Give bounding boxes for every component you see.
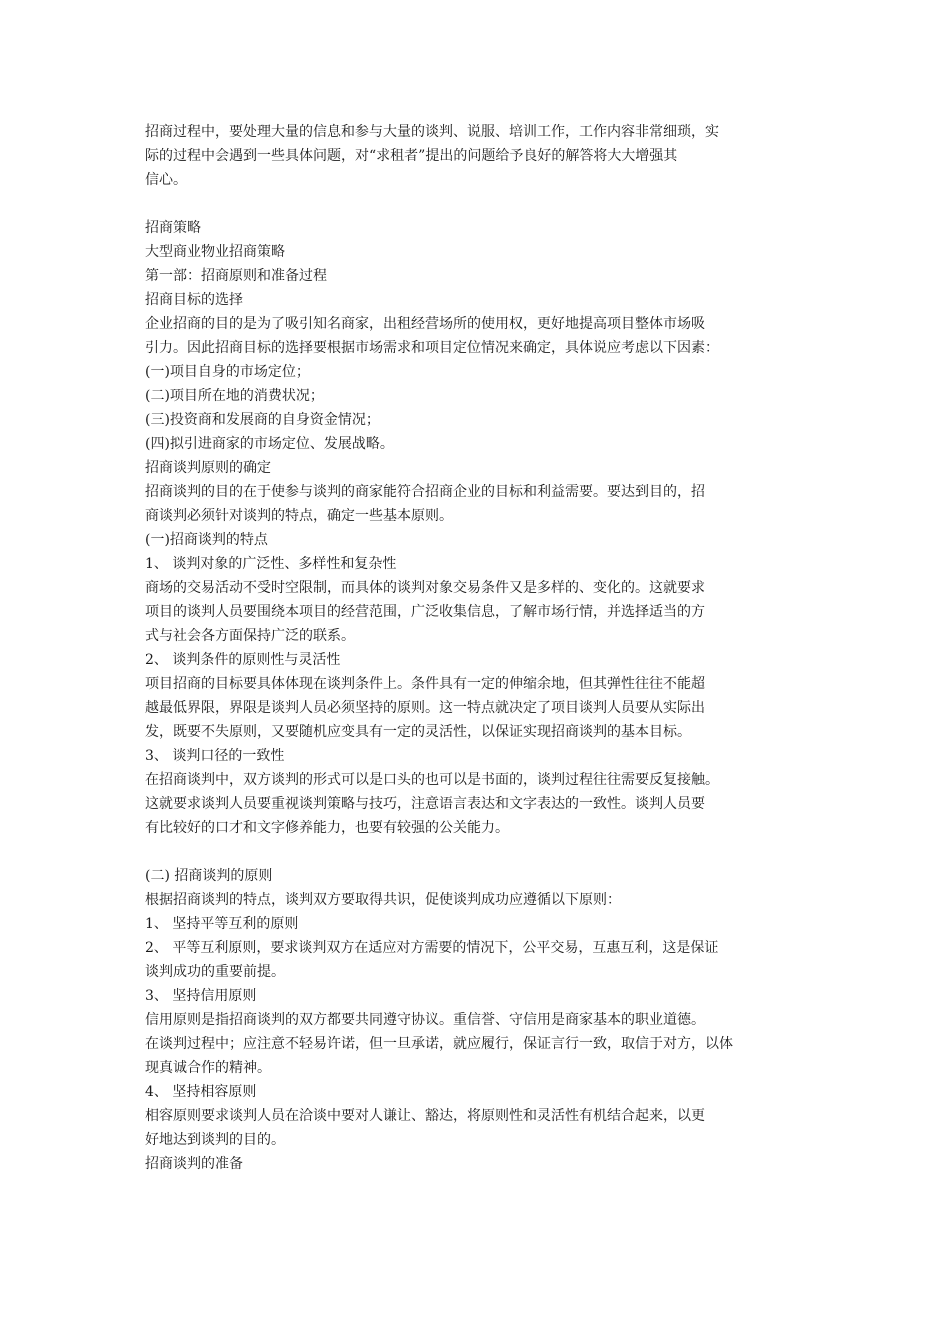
list-item: (四)拟引进商家的市场定位、发展战略。: [145, 436, 394, 452]
list-item: (二)项目所在地的消费状况；: [145, 388, 324, 404]
intro-paragraph: [145, 120, 815, 192]
numbered-item: 3、 坚持信用原则: [145, 988, 257, 1004]
text-line: 根据招商谈判的特点，谈判双方要取得共识，促使谈判成功应遵循以下原则：: [145, 892, 621, 908]
text-line: 招商过程中，要处理大量的信息和参与大量的谈判、说服、培训工作，工作内容非常细琐，实: [145, 124, 719, 140]
text-line: 发，既要不失原则，又要随机应变具有一定的灵活性，以保证实现招商谈判的基本目标。: [145, 724, 691, 740]
subsection-heading: (二) 招商谈判的原则: [145, 868, 273, 884]
text-line: 招商谈判的目的在于使参与谈判的商家能符合招商企业的目标和利益需要。要达到目的，招: [145, 484, 705, 500]
part-heading: 第一部：招商原则和准备过程: [145, 268, 327, 284]
topic-heading: 招商目标的选择: [145, 292, 243, 308]
text-line: 商谈判必须针对谈判的特点，确定一些基本原则。: [145, 508, 453, 524]
section-heading: 招商策略: [145, 220, 201, 236]
text-line: 际的过程中会遇到一些具体问题，对“求租者”提出的问题给予良好的解答将大大增强其: [145, 148, 678, 164]
section-subheading: 大型商业物业招商策略: [145, 244, 285, 260]
numbered-item: 1、 谈判对象的广泛性、多样性和复杂性: [145, 556, 397, 572]
numbered-item: 2、 平等互利原则，要求谈判双方在适应对方需要的情况下，公平交易，互惠互利，这是保证: [145, 940, 719, 956]
paragraph-gap: [145, 192, 815, 216]
text-line: 在谈判过程中；应注意不轻易许诺，但一旦承诺，就应履行，保证言行一致，取信于对方，以体: [145, 1036, 733, 1052]
text-line: 项目的谈判人员要围绕本项目的经营范围，广泛收集信息，了解市场行情，并选择适当的方: [145, 604, 705, 620]
text-line: 现真诚合作的精神。: [145, 1060, 271, 1076]
text-line: 信心。: [145, 172, 187, 188]
text-line: 在招商谈判中，双方谈判的形式可以是口头的也可以是书面的，谈判过程往往需要反复接触。: [145, 772, 719, 788]
text-line: 式与社会各方面保持广泛的联系。: [145, 628, 355, 644]
numbered-item: 4、 坚持相容原则: [145, 1084, 257, 1100]
numbered-item: 2、 谈判条件的原则性与灵活性: [145, 652, 341, 668]
list-item: (三)投资商和发展商的自身资金情况；: [145, 412, 380, 428]
text-line: 越最低界限，界限是谈判人员必须坚持的原则。这一特点就决定了项目谈判人员要从实际出: [145, 700, 705, 716]
text-line: 引力。因此招商目标的选择要根据市场需求和项目定位情况来确定，具体说应考虑以下因素：: [145, 340, 719, 356]
list-item: (一)项目自身的市场定位；: [145, 364, 310, 380]
numbered-item: 3、 谈判口径的一致性: [145, 748, 285, 764]
text-line: 好地达到谈判的目的。: [145, 1132, 285, 1148]
text-line: 商场的交易活动不受时空限制，而具体的谈判对象交易条件又是多样的、变化的。这就要求: [145, 580, 705, 596]
subsection-heading: (一)招商谈判的特点: [145, 532, 268, 548]
text-line: 相容原则要求谈判人员在洽谈中要对人谦让、豁达，将原则性和灵活性有机结合起来，以更: [145, 1108, 705, 1124]
principles-section: [145, 864, 815, 1176]
text-line: 企业招商的目的是为了吸引知名商家，出租经营场所的使用权，更好地提高项目整体市场吸: [145, 316, 705, 332]
topic-heading: 招商谈判的准备: [145, 1156, 243, 1172]
paragraph-gap: [145, 840, 815, 864]
strategy-section: [145, 216, 815, 840]
numbered-item: 1、 坚持平等互利的原则: [145, 916, 299, 932]
text-line: 谈判成功的重要前提。: [145, 964, 285, 980]
text-line: 项目招商的目标要具体体现在谈判条件上。条件具有一定的伸缩余地，但其弹性往往不能超: [145, 676, 705, 692]
document-page: [145, 120, 815, 1176]
text-line: 信用原则是指招商谈判的双方都要共同遵守协议。重信誉、守信用是商家基本的职业道德。: [145, 1012, 705, 1028]
topic-heading: 招商谈判原则的确定: [145, 460, 271, 476]
text-line: 这就要求谈判人员要重视谈判策略与技巧，注意语言表达和文字表达的一致性。谈判人员要: [145, 796, 705, 812]
text-line: 有比较好的口才和文字修养能力，也要有较强的公关能力。: [145, 820, 509, 836]
